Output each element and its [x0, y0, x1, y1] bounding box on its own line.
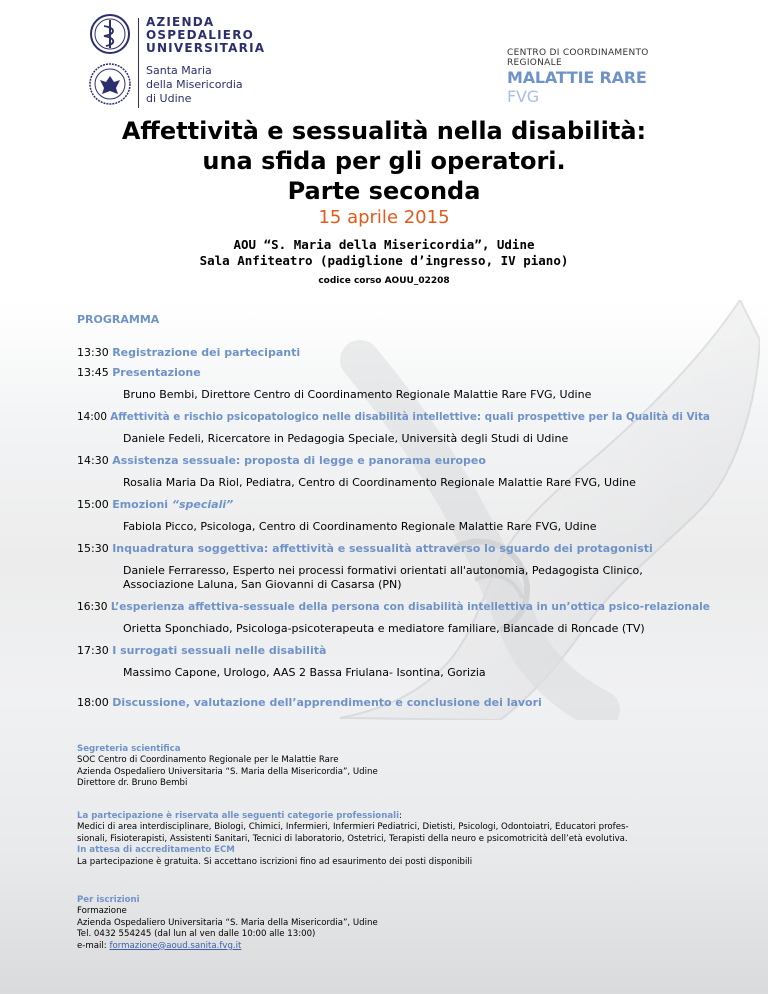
item-speaker: Rosalia Maria Da Riol, Pediatra, Centro di Coordinamento Regionale Malattie Rare FVG, Udine: [123, 476, 636, 489]
participation-heading: La partecipazione è riservata alle seguenti categorie professionali: [77, 811, 400, 821]
item-speaker-line-1: Daniele Ferraresso, Esperto nei processi formativi orientati all'autonomia, Pedagogista Clinico,: [123, 564, 643, 577]
item-topic-text: Emozioni: [112, 498, 169, 511]
item-time: 14:00: [77, 411, 107, 423]
program-item: [77, 696, 737, 710]
mr-logo-top-text: CENTRO DI COORDINAMENTO REGIONALE: [507, 48, 649, 68]
item-topic: Assistenza sessuale: proposta di legge e panorama europeo: [112, 454, 486, 467]
item-time: 16:30: [77, 601, 108, 613]
item-topic: Affettività e rischio psicopatologico nelle disabilità intellettive: quali prospettive per la Qualità di Vita: [110, 411, 710, 423]
venue-line-2: Sala Anfiteatro (padiglione d’ingresso, IV piano): [199, 253, 569, 268]
program-item: [77, 498, 737, 534]
item-speaker: Daniele Fedeli, Ricercatore in Pedagogia Speciale, Università degli Studi di Udine: [123, 432, 569, 445]
course-code: codice corso AOUU_02208: [318, 276, 450, 286]
email-link[interactable]: formazione@aoud.sanita.fvg.it: [109, 940, 242, 951]
item-topic: Discussione, valutazione dell’apprendimento e conclusione dei lavori: [112, 696, 542, 709]
ecm-notice: In attesa di accreditamento ECM: [77, 845, 235, 856]
program-item: [77, 542, 737, 592]
udine-coat-of-arms-icon: [88, 62, 132, 106]
item-time: 17:30: [77, 644, 109, 657]
registration-info: [77, 895, 378, 952]
title-line-3: Parte seconda: [287, 177, 481, 205]
participation-line-3: La partecipazione è gratuita. Si accettano iscrizioni fino ad esaurimento dei posti disponibili: [77, 856, 473, 867]
participation-heading-colon: :: [399, 811, 402, 821]
item-topic: [112, 498, 233, 511]
item-time: 13:30: [77, 346, 109, 359]
participation-info: [77, 811, 717, 868]
item-time: 14:30: [77, 454, 109, 467]
secretariat-line-3: Direttore dr. Bruno Bembi: [77, 778, 188, 789]
hospital-name: Santa Maria della Misericordia di Udine: [146, 64, 243, 105]
mr-logo-suffix: FVG: [507, 87, 539, 106]
event-venue: [0, 237, 768, 269]
malattie-rare-logo: [507, 48, 677, 106]
registration-heading: Per iscrizioni: [77, 895, 140, 905]
program-list: [77, 346, 737, 718]
item-topic: Inquadratura soggettiva: affettività e sessualità attraverso lo sguardo dei protagonisti: [112, 542, 653, 555]
item-topic: Registrazione dei partecipanti: [112, 346, 301, 359]
scientific-secretariat: [77, 744, 378, 790]
program-item: [77, 600, 737, 636]
item-topic: Presentazione: [112, 366, 201, 379]
program-item: [77, 366, 737, 402]
program-heading: PROGRAMMA: [77, 313, 160, 326]
email-label: e-mail:: [77, 940, 110, 951]
item-speaker: Orietta Sponchiado, Psicologa-psicoterapeuta e mediatore familiare, Biancade di Roncade (TV): [123, 622, 645, 635]
registration-line-1: Formazione: [77, 906, 127, 917]
item-topic: L’esperienza affettiva-sessuale della persona con disabilità intellettiva in un’ottica psico-relazionale: [110, 601, 710, 613]
participation-line-2: sionali, Fisioterapisti, Assistenti Sanitari, Tecnici di laboratorio, Ostetrici, Terapisti della neuro e psicomotricità dell’età evolutiva.: [77, 833, 628, 844]
item-time: 15:30: [77, 542, 109, 555]
caduceus-emblem-icon: [88, 12, 132, 56]
title-line-2: una sfida per gli operatori.: [202, 147, 566, 175]
secretariat-heading: Segreteria scientifica: [77, 744, 181, 754]
program-item: [77, 454, 737, 490]
item-time: 15:00: [77, 498, 109, 511]
item-topic-emphasis: “speciali”: [171, 498, 234, 511]
item-time: 13:45: [77, 366, 109, 379]
program-item: [77, 644, 737, 680]
item-topic: I surrogati sessuali nelle disabilità: [112, 644, 327, 657]
item-time: 18:00: [77, 696, 109, 709]
program-item: [77, 346, 737, 360]
program-item: [77, 410, 737, 446]
item-speaker-line-2: Associazione Laluna, San Giovanni di Casarsa (PN): [123, 578, 402, 591]
item-speaker: Fabiola Picco, Psicologa, Centro di Coordinamento Regionale Malattie Rare FVG, Udine: [123, 520, 597, 533]
mr-logo-main: MALATTIE RARE: [507, 68, 647, 87]
aou-name: AZIENDA OSPEDALIERO UNIVERSITARIA: [146, 15, 266, 55]
secretariat-line-1: SOC Centro di Coordinamento Regionale per le Malattie Rare: [77, 755, 339, 766]
participation-line-1: Medici di area interdisciplinare, Biologi, Chimici, Infermieri, Infermieri Pediatrici, Dietisti, Psicologi, Odontoiatri, Educatori profes-: [77, 822, 629, 833]
title-line-1: Affettività e sessualità nella disabilità:: [121, 117, 647, 145]
registration-line-2: Azienda Ospedaliero Universitaria “S. Maria della Misericordia”, Udine: [77, 917, 378, 928]
secretariat-line-2: Azienda Ospedaliero Universitaria “S. Maria della Misericordia”, Udine: [77, 766, 378, 777]
item-speaker: [123, 564, 737, 592]
aou-logo: [88, 12, 266, 112]
item-speaker: Bruno Bembi, Direttore Centro di Coordinamento Regionale Malattie Rare FVG, Udine: [123, 388, 592, 401]
event-date: 15 aprile 2015: [318, 207, 450, 228]
mr-logo-main-text: [507, 68, 677, 106]
event-title: [0, 116, 768, 206]
item-speaker: Massimo Capone, Urologo, AAS 2 Bassa Friulana- Isontina, Gorizia: [123, 666, 486, 679]
logo-divider: [138, 18, 139, 108]
registration-line-3: Tel. 0432 554245 (dal lun al ven dalle 10:00 alle 13:00): [77, 929, 316, 940]
venue-line-1: AOU “S. Maria della Misericordia”, Udine: [233, 237, 535, 252]
